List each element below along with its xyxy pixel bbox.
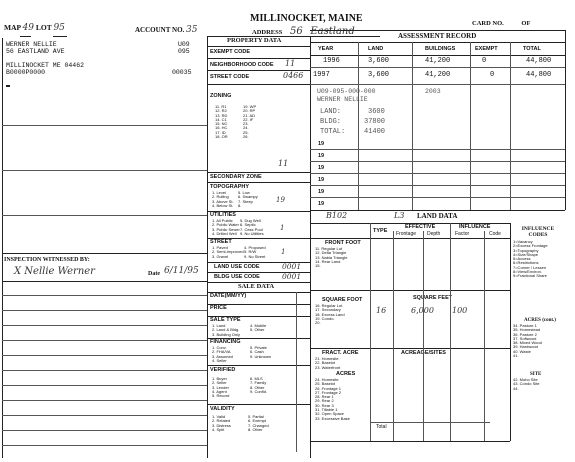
- account-value: 35: [186, 25, 198, 35]
- street-code-value: 0466: [283, 71, 304, 80]
- owner-code-1: U09: [178, 41, 190, 48]
- list-item: 19. WP: [243, 104, 257, 109]
- row1-land: 3,600: [368, 57, 390, 65]
- property-data-title: PROPERTY DATA: [227, 37, 282, 44]
- list-item: 9. Confid.: [250, 388, 268, 394]
- owner-line-3: MILLINOCKET ME 04462: [6, 62, 85, 69]
- list-item: 1. Land: [212, 323, 226, 328]
- land-use-code-value: 0001: [282, 262, 302, 271]
- list-item: 31. Tillable 1: [315, 407, 338, 413]
- stamp-total: 41400: [364, 128, 386, 136]
- map-lot-line: [4, 24, 65, 33]
- col-total: TOTAL: [523, 46, 541, 52]
- year-prefix: 19: [318, 153, 325, 159]
- address-label: ADDRESS: [252, 29, 283, 36]
- land-col-code: Code: [489, 231, 501, 237]
- acreage-sites-label: ACREAGE/SITES: [401, 350, 446, 356]
- list-item: 2. Semi-Improved: [212, 249, 244, 255]
- list-item: 18. Excess Land: [315, 311, 345, 317]
- list-item: 15. NC: [215, 121, 228, 127]
- list-item: 16. HC: [215, 125, 228, 131]
- list-item: 6. Exempt: [248, 418, 267, 424]
- list-item: 2. Land & Bldg.: [212, 327, 240, 333]
- list-item: 7. Changed: [248, 422, 269, 428]
- list-item: 4. Split: [212, 426, 225, 432]
- list-item: 5. R/W: [244, 249, 257, 255]
- card-of: OF: [521, 20, 531, 27]
- town-title: MILLINOCKET, MAINE: [250, 13, 363, 24]
- row2-exempt: 0: [490, 71, 495, 79]
- list-item: 24. Homesite: [315, 377, 339, 382]
- list-item: 32. Open Space: [315, 411, 344, 417]
- acres-cont-title: ACRES (cont.): [524, 318, 556, 323]
- account-line: [135, 26, 197, 35]
- list-item: 30. Rear 3: [315, 402, 334, 408]
- zoning-value: 11: [278, 159, 289, 168]
- mark: [6, 85, 10, 87]
- zoning-label: ZONING: [210, 93, 232, 99]
- fract-acre-label: FRACT. ACRE: [322, 350, 359, 356]
- zoning-list-b: [243, 105, 256, 139]
- list-item: 39. Hardwood: [513, 344, 538, 350]
- year-prefix: 19: [318, 177, 325, 183]
- list-item: 5. Private: [250, 345, 267, 350]
- col-buildings: BUILDINGS: [425, 46, 456, 52]
- year-prefix: 19: [318, 201, 325, 207]
- list-item: 5. Partial: [248, 414, 264, 419]
- list-item: 4. Drilled Well: [212, 230, 237, 236]
- land-col-type: TYPE: [373, 228, 388, 234]
- acres-cont-list: [513, 324, 542, 358]
- land-data-title: LAND DATA: [417, 212, 458, 220]
- year-prefix: 19: [318, 165, 325, 171]
- stamp-total-label: TOTAL:: [320, 128, 346, 136]
- list-item: 7. Steep: [238, 198, 253, 204]
- fract-acre-list: [315, 357, 340, 370]
- street-code-label: STREET CODE: [210, 74, 250, 80]
- financing-list-a: [212, 346, 233, 363]
- list-item: 1. Buyer: [212, 376, 227, 381]
- col-year: YEAR: [318, 46, 334, 52]
- list-item: 16. Regular Lot: [315, 303, 343, 308]
- row1-buildings: 41,200: [425, 57, 451, 65]
- row2-year: 1997: [313, 71, 330, 79]
- utilities-label: UTILITIES: [210, 212, 236, 218]
- list-item: 15.: [315, 263, 321, 269]
- stamp-land: 3600: [368, 108, 385, 116]
- stamp-bldg-label: BLDG:: [320, 118, 342, 126]
- row1-total: 44,800: [526, 57, 552, 65]
- list-item: 13. Nabla Triangle: [315, 254, 348, 260]
- list-item: 5. Other: [250, 327, 265, 333]
- utilities-value: 1: [280, 224, 285, 232]
- list-item: 35. Homestead: [513, 327, 541, 333]
- list-item: 23.: [243, 121, 249, 127]
- list-item: 1. Paved: [212, 245, 228, 250]
- stamp-owner: WERNER NELLIE: [317, 96, 368, 103]
- stamp-bldg: 37800: [364, 118, 386, 126]
- stamp-year: 2003: [425, 88, 441, 95]
- inspection-signature: X Nellie Werner: [14, 266, 95, 277]
- list-item: 34. Pasture 1: [513, 323, 537, 328]
- land-note-1: B102: [326, 211, 348, 220]
- list-item: 18. OR: [215, 134, 228, 140]
- list-item: 29. Rear 2: [315, 398, 334, 404]
- list-item: 3. Lender: [212, 384, 229, 390]
- utilities-list-b: [240, 219, 264, 236]
- sale-price-label: PRICE: [210, 305, 227, 311]
- site-list: [513, 378, 539, 391]
- list-item: 2. FHA/VA: [212, 349, 231, 355]
- list-item: 11. Regular Lot: [315, 246, 343, 251]
- sale-date-label: DATE(MM/YY): [210, 293, 247, 299]
- front-foot-label: FRONT FOOT: [325, 240, 361, 246]
- list-item: 28. Rear 1: [315, 394, 334, 400]
- land-use-code-label: LAND USE CODE: [214, 264, 260, 270]
- owner-line-4: B0000P0000: [6, 69, 46, 76]
- verified-list-a: [212, 377, 229, 398]
- street-list-b: [244, 246, 266, 259]
- list-item: 37. Softwood: [513, 335, 537, 341]
- list-item: 1=Vacancy: [513, 239, 533, 244]
- utilities-list-a: [212, 219, 240, 236]
- address-street: Eastland: [310, 26, 355, 37]
- list-item: 13. RD: [215, 112, 228, 118]
- list-item: 1. All Public: [212, 218, 233, 223]
- financing-label: FINANCING: [210, 339, 241, 345]
- col-land: LAND: [368, 46, 384, 52]
- list-item: 6. Septic: [240, 222, 256, 228]
- square-foot-list: [315, 304, 345, 325]
- list-item: 25. Baselot: [315, 381, 336, 387]
- list-item: 26.: [243, 134, 249, 140]
- land-col-frontage: Frontage: [396, 231, 417, 237]
- street-list-a: [212, 246, 244, 259]
- site-title: SITE: [530, 372, 542, 377]
- list-item: 7=Corner / Lessen: [513, 264, 547, 270]
- acres-label: ACRES: [336, 371, 356, 377]
- list-item: 1. Valid: [212, 414, 226, 419]
- list-item: 23. Waterfront: [315, 364, 341, 370]
- list-item: 17. ID: [215, 129, 226, 135]
- row2-land: 3,600: [368, 71, 390, 79]
- list-item: 42. Moho Site: [513, 377, 538, 382]
- list-item: 1. Conv.: [212, 345, 227, 350]
- list-item: 17. Secondary: [315, 307, 341, 313]
- sqft-type-value: 16: [376, 306, 387, 315]
- list-item: 6. Cash: [250, 349, 264, 355]
- square-feet-label: SQUARE FEET: [413, 295, 453, 301]
- list-item: 26. Frontage 1: [315, 385, 342, 391]
- list-item: 2. Rolling: [212, 194, 229, 200]
- list-item: 14. Rear Land: [315, 258, 341, 264]
- list-item: 8. Other: [248, 426, 263, 432]
- validity-list-b: [248, 415, 269, 432]
- list-item: 6. MLS: [250, 376, 263, 381]
- list-item: 4. Below St.: [212, 202, 234, 208]
- list-item: 22. Baselot: [315, 360, 336, 366]
- year-prefix: 19: [318, 141, 325, 147]
- list-item: 4. Mobile: [250, 323, 267, 328]
- list-item: 9. Unknown: [250, 353, 272, 359]
- secondary-zone-label: SECONDARY ZONE: [210, 174, 262, 180]
- list-item: 19. Condo.: [315, 315, 335, 321]
- financing-list-b: [250, 346, 271, 359]
- front-foot-list: [315, 247, 347, 268]
- list-item: 3=Topography: [513, 247, 539, 253]
- neighborhood-code-value: 11: [285, 59, 296, 68]
- list-item: 27. Frontage 2: [315, 389, 342, 395]
- list-item: 7. Family: [250, 380, 267, 386]
- neighborhood-code-label: NEIGHBORHOOD CODE: [210, 62, 274, 68]
- list-item: 2. Related: [212, 418, 231, 424]
- validity-list-a: [212, 415, 231, 432]
- list-item: 21. AD: [243, 112, 256, 118]
- list-item: 22. IF: [243, 116, 254, 122]
- sqft-factor: 100: [452, 306, 468, 315]
- list-item: 36. Pasture 2: [513, 331, 537, 337]
- inspection-date-value: 6/11/95: [164, 266, 199, 276]
- year-prefix: 19: [318, 189, 325, 195]
- list-item: 6=Restrictions: [513, 260, 539, 266]
- land-note-2: L3: [394, 211, 405, 220]
- influence-codes-list: [513, 240, 548, 279]
- list-item: 44.: [513, 385, 519, 391]
- list-item: 5. Dug Well: [240, 218, 261, 223]
- list-item: 3. Public Sewer: [212, 226, 240, 232]
- list-item: 2. Seller: [212, 380, 227, 386]
- card-line: [472, 21, 530, 28]
- list-item: 41.: [513, 353, 519, 359]
- sale-type-list-a: [212, 324, 240, 337]
- list-item: 7. Cess Pool: [240, 226, 263, 232]
- row1-exempt: 0: [482, 57, 487, 65]
- list-item: 9. No Street: [244, 253, 266, 259]
- row2-buildings: 41,200: [425, 71, 451, 79]
- list-item: 20. RP: [243, 108, 256, 114]
- list-item: 1. Level: [212, 190, 227, 195]
- list-item: 4. Seller: [212, 357, 227, 363]
- list-item: 38. Mixed Wood: [513, 340, 542, 346]
- street-type-value: 1: [281, 248, 286, 256]
- list-item: 2. Public Water: [212, 222, 239, 228]
- list-item: 40. Waste: [513, 348, 531, 354]
- verified-label: VERIFIED: [210, 367, 236, 373]
- list-item: 8=View/Environ.: [513, 269, 542, 275]
- list-item: 25.: [243, 129, 249, 135]
- sale-type-list-b: [250, 324, 266, 333]
- list-item: 4. Proposed: [244, 245, 266, 250]
- stamp-land-label: LAND:: [320, 108, 342, 116]
- owner-line-2: 56 EASTLAND AVE: [6, 48, 65, 55]
- list-item: 8. Other: [250, 384, 265, 390]
- sale-data-title: SALE DATA: [238, 283, 275, 290]
- map-value: 49: [22, 23, 34, 33]
- validity-label: VALIDITY: [210, 406, 235, 412]
- map-label: MAP: [4, 23, 21, 32]
- list-item: 8.: [238, 202, 242, 208]
- address-number: 56: [289, 26, 303, 37]
- topography-list-a: [212, 191, 234, 208]
- list-item: 2=Excess Frontage: [513, 243, 548, 249]
- list-item: 12. Delta Triangle: [315, 250, 347, 256]
- exempt-code-label: EXEMPT CODE: [210, 49, 251, 55]
- stamp-parcel: U09-095-000-000: [317, 88, 376, 95]
- topography-list-b: [238, 191, 258, 208]
- list-item: 4. Agent: [212, 388, 227, 394]
- bldg-use-code-value: 0001: [282, 272, 302, 281]
- list-item: 11. R1: [215, 104, 227, 109]
- list-item: 3. Assumed: [212, 353, 233, 359]
- lot-label: LOT: [35, 23, 52, 32]
- topography-value: 19: [276, 196, 285, 204]
- sqft-value: 6,000: [411, 306, 434, 315]
- list-item: 9. No Utilities: [240, 230, 264, 236]
- influence-codes-title: INFLUENCE CODES: [521, 226, 555, 239]
- inspection-label: INSPECTION WITNESSED BY:: [4, 257, 90, 263]
- list-item: 5=Access: [513, 256, 531, 262]
- list-item: 20.: [315, 320, 321, 326]
- land-col-effective: EFFECTIVE: [405, 224, 436, 230]
- owner-account: 00035: [172, 69, 192, 76]
- land-col-influence: INFLUENCE: [459, 224, 491, 230]
- inspection-date-label: Date: [148, 271, 160, 277]
- list-item: 33. Excessive Base: [315, 415, 350, 421]
- list-item: 5. Record: [212, 393, 230, 399]
- list-item: 21. Homesite: [315, 356, 339, 361]
- street-label: STREET: [210, 239, 232, 245]
- list-item: 12. R2: [215, 108, 227, 114]
- list-item: 24.: [243, 125, 249, 131]
- list-item: 3. Gravel: [212, 253, 229, 259]
- account-label: ACCOUNT NO.: [135, 26, 185, 34]
- col-exempt: EXEMPT: [475, 46, 498, 52]
- bldg-use-code-label: BLDG USE CODE: [214, 274, 260, 280]
- lot-value: 95: [53, 23, 65, 33]
- list-item: 9=Fractional Share: [513, 273, 547, 279]
- land-col-factor: Factor: [455, 231, 470, 237]
- land-total-label: Total: [376, 424, 387, 430]
- row2-total: 44,800: [526, 71, 552, 79]
- land-col-depth: Depth: [427, 231, 441, 237]
- square-foot-label: SQUARE FOOT: [322, 297, 363, 303]
- verified-list-b: [250, 377, 267, 394]
- sale-type-label: SALE TYPE: [210, 317, 241, 323]
- list-item: 3. Building Only: [212, 331, 241, 337]
- list-item: 4=Size/Shape: [513, 251, 539, 257]
- assessment-record-title: ASSESSMENT RECORD: [398, 32, 477, 40]
- topography-label: TOPOGRAPHY: [210, 184, 250, 190]
- card-label: CARD NO.: [472, 20, 504, 27]
- list-item: 3. Above St.: [212, 198, 234, 204]
- list-item: 6. Swampy: [238, 194, 258, 200]
- owner-code-2: 095: [178, 48, 190, 55]
- owner-line-1: WERNER NELLIE: [6, 41, 57, 48]
- list-item: 5. Low: [238, 190, 250, 195]
- row1-year: 1996: [323, 57, 340, 65]
- acres-list: [315, 378, 350, 421]
- zoning-list-a: [215, 105, 228, 139]
- list-item: 14. C1: [215, 116, 227, 122]
- list-item: 43. Condo Site: [513, 381, 540, 387]
- list-item: 3. Distress: [212, 422, 231, 428]
